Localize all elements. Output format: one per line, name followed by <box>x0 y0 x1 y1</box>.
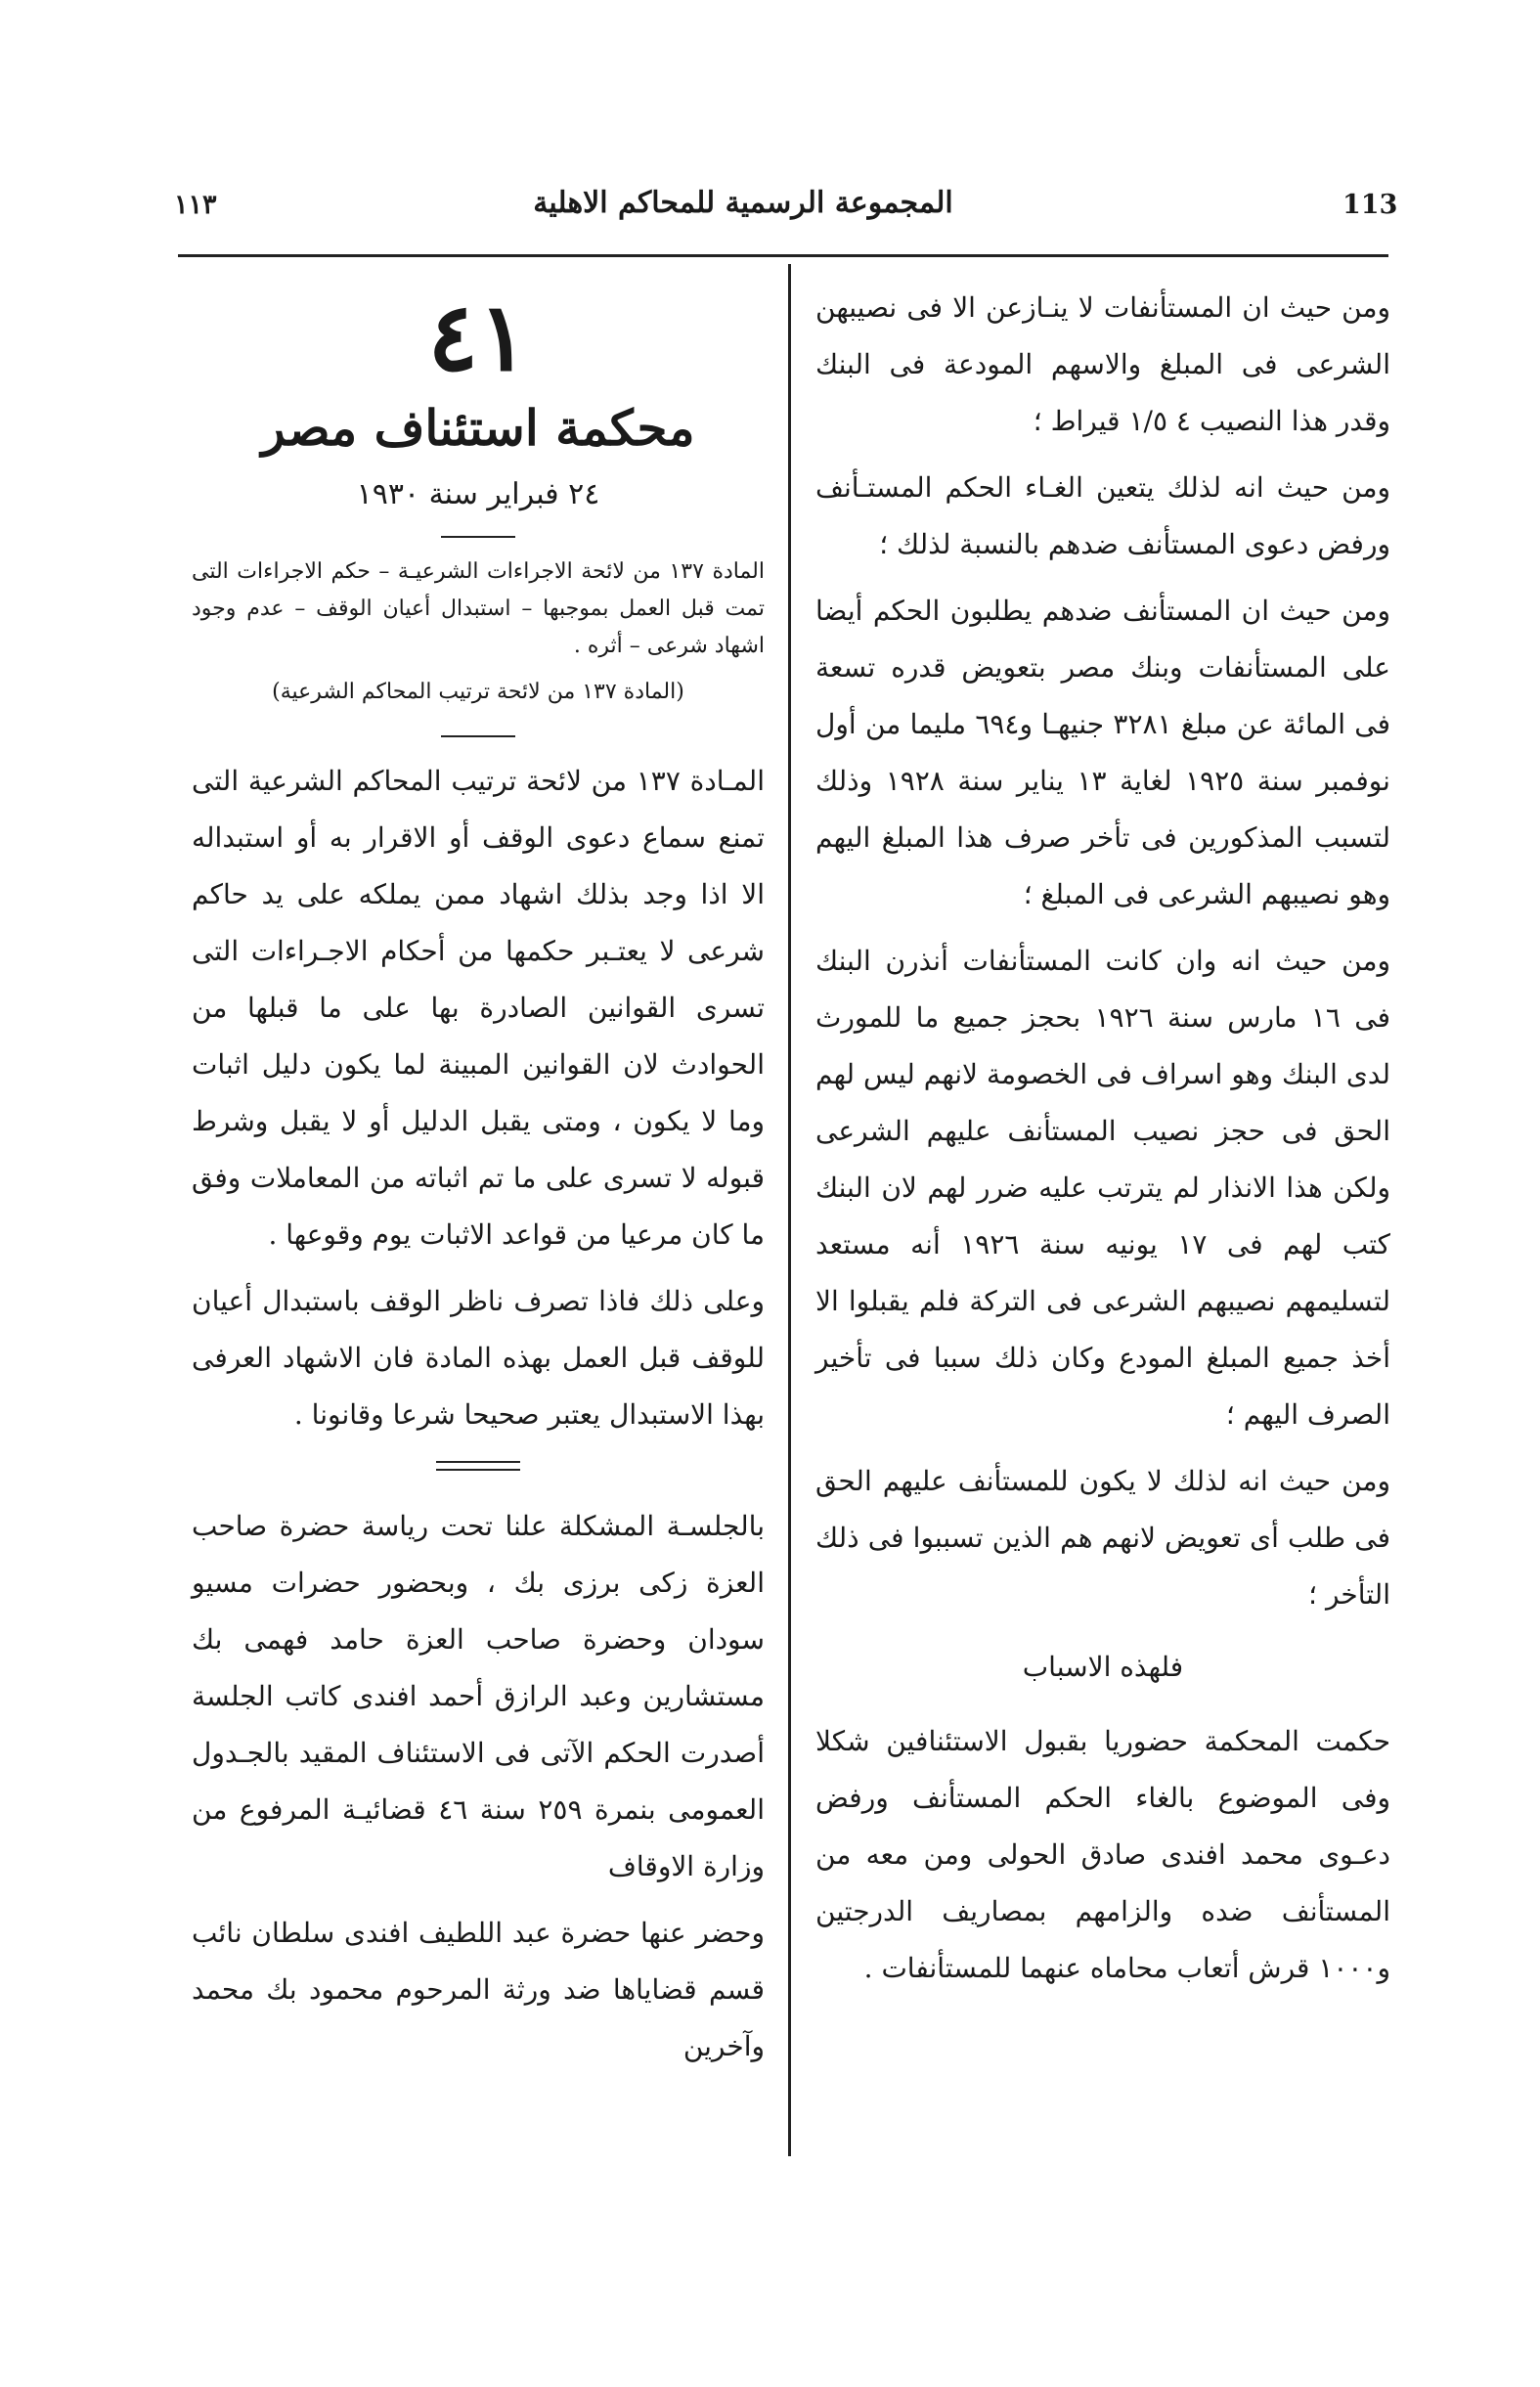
right-paragraph: ومن حيث انه لذلك يتعين الغـاء الحكم المستـأنف ورفض دعوى المستأنف ضدهم بالنسبة لذلك ؛ <box>815 471 1390 560</box>
principle-paragraph: المـادة ١٣٧ من لائحة ترتيب المحاكم الشرعية التى تمنع سماع دعوى الوقف أو الاقرار به أو استبداله الا اذا وجد بذلك اشهاد ممن يملكه على يد حاكم شرعى لا يعتـبر حكمها من أحكام الاجـراءات التى تسرى القوانين الصادرة بها على ما قبلها من الحوادث لان القوانين المبينة لما يكون دليل اثبات وما لا يكون ، ومتى يقبل الدليل أو لا يقبل وشرط قبوله لا تسرى على ما تم اثباته من المعاملات وفق ما كان مرعيا من قواعد الاثبات يوم وقوعها . <box>192 765 765 1251</box>
column-divider <box>788 264 791 2156</box>
running-head-title: المجموعة الرسمية للمحاكم الاهلية <box>533 186 953 220</box>
right-paragraph: ومن حيث انه وان كانت المستأنفات أنذرن البنك فى ١٦ مارس سنة ١٩٢٦ بحجز جميع ما للمورث لدى البنك وهو اسراف فى الخصومة لانهم ليس لهم الحق فى حجز نصيب المستأنف عليهم الشرعى ولكن هذا الانذار لم يترتب عليه ضرر لهم لان البنك كتب لهم فى ١٧ يونيه سنة ١٩٢٦ أنه مستعد لتسليمهم نصيبهم الشرعى فى التركة فلم يقبلوا الا أخذ جميع المبلغ المودع وكان ذلك سببا فى تأخير الصرف اليهم ؛ <box>815 945 1391 1431</box>
section-rule <box>441 735 515 737</box>
right-column <box>815 280 1390 2007</box>
headnote-reference: (المادة ١٣٧ من لائحة ترتيب المحاكم الشرعية) <box>272 680 684 704</box>
conclusion-heading: فلهذه الاسباب <box>1022 1651 1184 1683</box>
page-number-latin: 113 <box>1342 190 1398 220</box>
header-rule <box>178 254 1388 257</box>
case-date: ٢٤ فبراير سنة ١٩٣٠ <box>356 477 600 511</box>
right-paragraph: ومن حيث ان المستأنفات لا ينـازعن الا فى نصيبهن الشرعى فى المبلغ والاسهم المودعة فى البنك وقدر هذا النصيب ٤ ١/٥ قيراط ؛ <box>815 291 1390 437</box>
right-paragraph: ومن حيث انه لذلك لا يكون للمستأنف عليهم الحق فى طلب أى تعويض لانهم هم الذين تسببوا فى ذلك التأخر ؛ <box>815 1465 1390 1611</box>
session-paragraph: بالجلسـة المشكلة علنا تحت رياسة حضرة صاحب العزة زكى برزى بك ، وبحضور حضرات مسيو سودان وحضرة صاحب العزة حامد فهمى بك مستشارين وعبد الرازق أحمد افندى كاتب الجلسة أصدرت الحكم الآتى فى الاستئناف المقيد بالجـدول العمومى بنمرة ٢٥٩ سنة ٤٦ قضائيـة المرفوع من وزارة الاوقاف <box>192 1510 765 1882</box>
left-column <box>192 280 765 2085</box>
headnote: المادة ١٣٧ من لائحة الاجراءات الشرعيـة – حكم الاجراءات التى تمت قبل العمل بموجبها – استبدال أعيان الوقف – عدم وجود اشهاد شرعى – أثره . <box>192 559 765 658</box>
court-name: محكمة استئناف مصر <box>261 399 695 457</box>
principle-paragraph: وعلى ذلك فاذا تصرف ناظر الوقف باستبدال أعيان للوقف قبل العمل بهذه المادة فان الاشهاد العرفى بهذا الاستبدال يعتبر صحيحا شرعا وقانونا . <box>192 1285 765 1431</box>
conclusion-paragraph: حكمت المحكمة حضوريا بقبول الاستئنافين شكلا وفى الموضوع بالغاء الحكم المستأنف ورفض دعـوى محمد افندى صادق الحولى ومن معه من المستأنف ضده والزامهم بمصاريف الدرجتين و١٠٠٠ قرش أتعاب محاماه عنهما للمستأنفات . <box>815 1725 1390 1984</box>
double-rule <box>436 1461 520 1471</box>
page-number-arabic: ١١٣ <box>174 190 217 220</box>
right-paragraph: ومن حيث ان المستأنف ضدهم يطلبون الحكم أيضا على المستأنفات وبنك مصر بتعويض قدره تسعة فى المائة عن مبلغ ٣٢٨١ جنيهـا و٦٩٤ مليما من أول نوفمبر سنة ١٩٢٥ لغاية ١٣ يناير سنة ١٩٢٨ وذلك لتسبب المذكورين فى تأخر صرف هذا المبلغ اليهم وهو نصيبهم الشرعى فى المبلغ ؛ <box>815 595 1390 910</box>
section-rule <box>441 536 515 538</box>
case-number: ٤١ <box>427 282 529 392</box>
session-paragraph: وحضر عنها حضرة عبد اللطيف افندى سلطان نائب قسم قضاياها ضد ورثة المرحوم محمود بك محمد وآخرين <box>192 1917 765 2062</box>
